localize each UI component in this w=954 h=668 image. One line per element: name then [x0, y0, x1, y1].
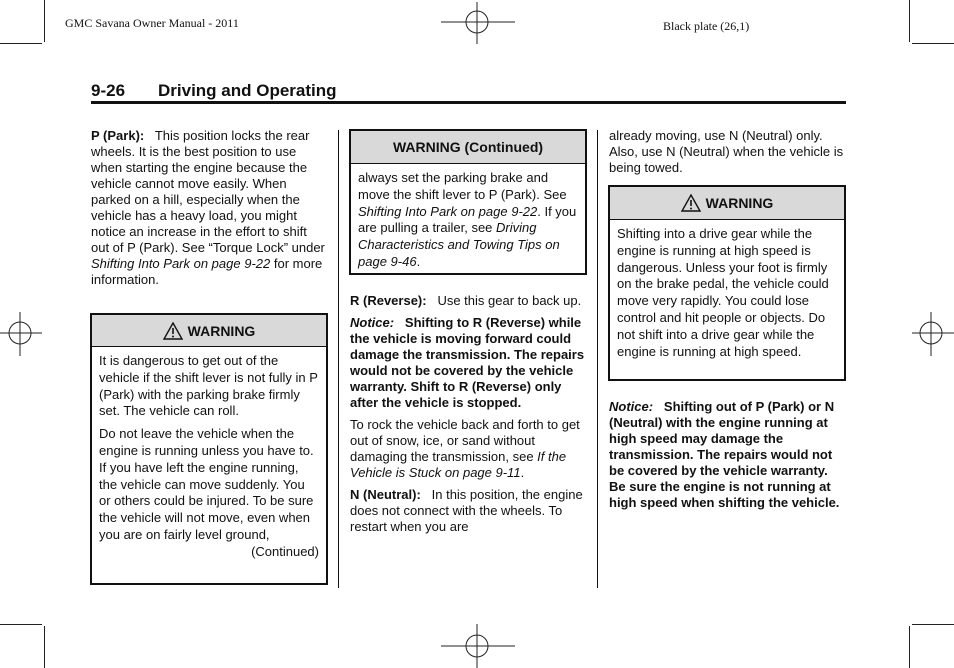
warning-body [610, 220, 844, 364]
warning-text: Shifting into a drive gear while the engine is running at high speed is dangerous. Unless your foot is firmly on the brake pedal, the vehicle could move very rapidly. You could lose control and hit people or objects. Do not shift into a drive gear while the engine is running at high speed. [617, 226, 829, 359]
rock-end: . [520, 465, 525, 480]
rock-text: To rock the vehicle back and forth to get out of snow, ice, or sand without damaging the transmission, see [350, 417, 580, 464]
crop-mark [0, 43, 42, 44]
park-tail: for more information. [91, 256, 323, 287]
notice-paragraph [350, 315, 587, 411]
crop-mark [912, 43, 954, 44]
plate-label: Black plate (26,1) [663, 19, 750, 33]
warning-header [610, 187, 844, 220]
neutral-paragraph [350, 487, 587, 535]
neutral-continued-paragraph: already moving, use N (Neutral) only. Also, use N (Neutral) when the vehicle is being towed. [609, 128, 844, 175]
shifting-into-park-link[interactable]: Shifting Into Park on page 9-22 [358, 203, 538, 219]
warning-continued-header [351, 131, 585, 164]
neutral-text: In this position, the engine does not connect with the wheels. To restart when you are [350, 487, 583, 534]
warning-box [90, 313, 328, 585]
warning-continued-box [349, 129, 587, 275]
notice-paragraph [609, 399, 846, 511]
column-divider [338, 130, 339, 588]
warning-header [92, 315, 326, 347]
warning-continued-title: WARNING (Continued) [392, 139, 544, 155]
warning-text: . [416, 253, 421, 269]
warning-text: always set the parking brake and move the shift lever to P (Park). See [358, 170, 567, 202]
registration-mark-right [912, 312, 954, 356]
towing-tips-link[interactable]: Driving Characteristics and Towing Tips on page 9-46 [358, 220, 560, 269]
rock-paragraph [350, 417, 587, 481]
column-divider [597, 130, 598, 588]
crop-mark [909, 626, 910, 668]
crop-mark [44, 0, 45, 42]
column-2 [350, 293, 587, 541]
notice-label: Notice: [609, 399, 654, 414]
section-title: Driving and Operating [158, 81, 337, 100]
warning-text: . If you are pulling a trailer, see [358, 203, 577, 236]
warning-triangle-icon [681, 194, 701, 212]
continued-label: (Continued) [251, 543, 319, 559]
registration-mark-left [0, 312, 42, 356]
vehicle-stuck-link[interactable]: If the Vehicle is Stuck on page 9-11 [350, 449, 567, 480]
park-paragraph [91, 128, 327, 288]
crop-mark [912, 624, 954, 625]
park-reference-link[interactable]: Shifting Into Park on page 9-22 [91, 256, 271, 271]
crop-mark [0, 624, 42, 625]
reverse-text: Use this gear to back up. [437, 293, 582, 308]
park-text: This position locks the rear wheels. It is the best position to use when starting the engine because the vehicle cannot move easily. When parked on a hill, especially when the vehicle has a heavy load, you might notice an increase in the effort to shift out of P (Park). See “Torque Lock” under [91, 128, 325, 255]
crop-mark [909, 0, 910, 42]
reverse-label: R (Reverse): [350, 293, 427, 308]
warning-body [92, 347, 326, 565]
warning-paragraph: It is dangerous to get out of the vehicle if the shift lever is not fully in P (Park) with the parking brake firmly set. The vehicle can roll. [99, 353, 318, 419]
column-3-intro [609, 128, 846, 182]
column-1 [91, 128, 327, 294]
park-label: P (Park): [91, 128, 145, 143]
notice-text: Shifting to R (Reverse) while the vehicle is moving forward could damage the transmission. The repairs would not be covered by the vehicle warranty. Shift to R (Reverse) only after the vehicle is stopped. [350, 315, 585, 410]
registration-mark-top [441, 2, 515, 44]
warning-title: WARNING [705, 195, 774, 211]
heading-rule [91, 101, 846, 104]
warning-title: WARNING [187, 322, 256, 339]
neutral-label: N (Neutral): [350, 487, 421, 502]
page-number: 9-26 [91, 81, 126, 100]
crop-mark [44, 626, 45, 668]
notice-text: Shifting out of P (Park) or N (Neutral) with the engine running at high speed may damage the transmission. The repairs would not be covered by the vehicle warranty. Be sure the engine is not running at high speed when shifting the vehicle. [609, 399, 840, 510]
notice-label: Notice: [350, 315, 395, 330]
registration-mark-bottom [441, 624, 515, 668]
reverse-paragraph [350, 293, 587, 309]
warning-continued-body [351, 164, 585, 275]
warning-box [608, 185, 846, 381]
section-heading [91, 81, 337, 101]
manual-title: GMC Savana Owner Manual - 2011 [65, 16, 239, 30]
column-3-notice [609, 399, 846, 517]
warning-triangle-icon [163, 322, 183, 340]
warning-paragraph: Do not leave the vehicle when the engine is running unless you have to. If you have left the engine running, the vehicle can move suddenly. You or others could be injured. To be sure the vehicle will not move, even when you are on fairly level ground, [99, 426, 314, 542]
